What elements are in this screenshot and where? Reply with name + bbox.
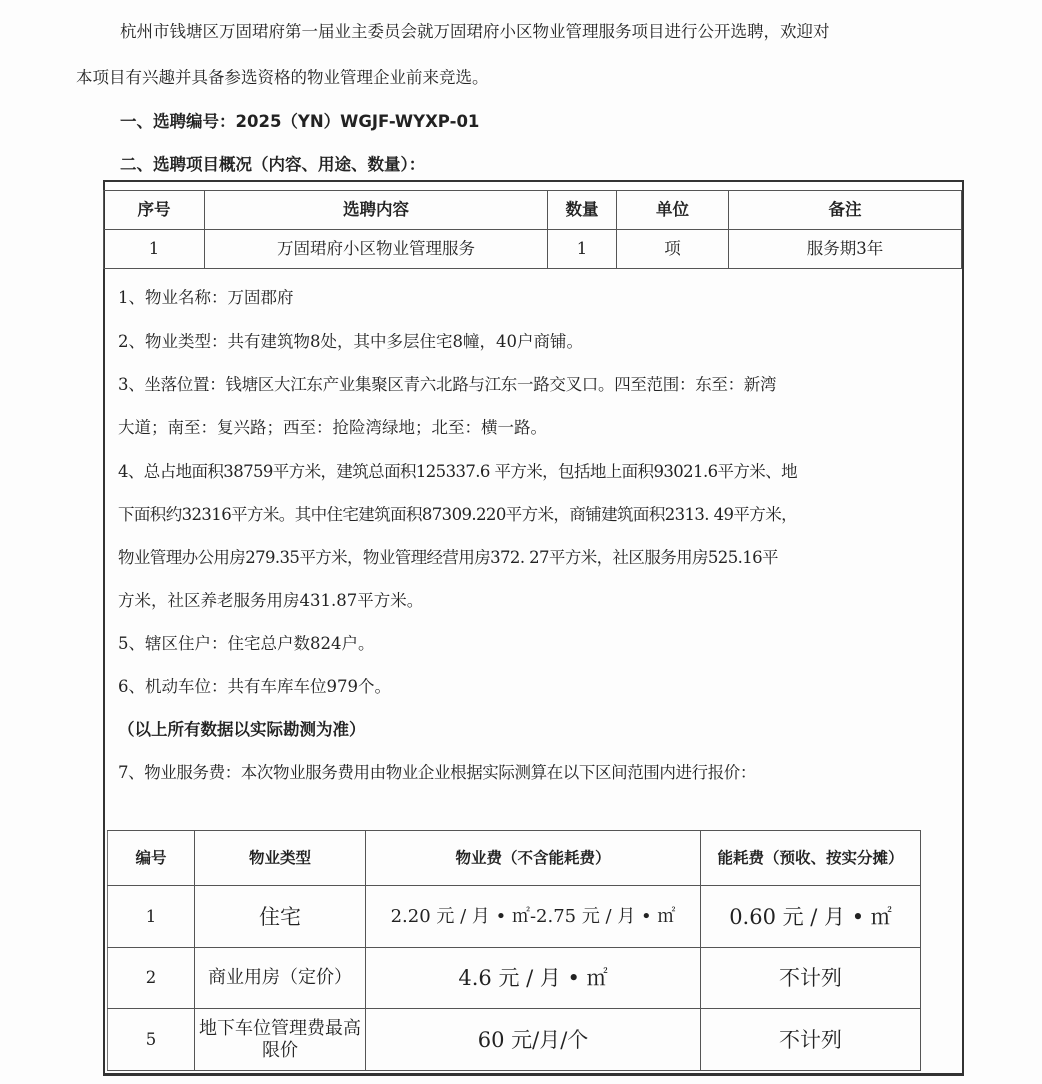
cell: 1 — [548, 230, 617, 269]
header-cell: 能耗费（预收、按实分摊） — [701, 831, 921, 886]
header-cell: 单位 — [617, 191, 729, 230]
cell: 不计列 — [701, 948, 921, 1009]
header-cell: 物业类型 — [195, 831, 366, 886]
fee-table — [107, 830, 921, 1071]
paragraph: 下面积约32316平方米。其中住宅建筑面积87309.220平方米，商铺建筑面积2313. 49平方米， — [118, 505, 797, 524]
cell: 1 — [104, 230, 205, 269]
cell: 60 元/月/个 — [366, 1009, 701, 1071]
paragraph: 2、物业类型：共有建筑物8处，其中多层住宅8幢，40户商铺。 — [118, 332, 583, 351]
paragraph: 1、物业名称：万固郡府 — [118, 288, 294, 307]
cell: 地下车位管理费最高限价 — [195, 1009, 366, 1071]
table-row — [108, 948, 921, 1009]
cell: 服务期3年 — [729, 230, 962, 269]
table-header-row — [108, 831, 921, 886]
paragraph: 4、总占地面积38759平方米，建筑总面积125337.6 平方米，包括地上面积93021.6平方米、地 — [118, 462, 797, 481]
cell: 5 — [108, 1009, 195, 1071]
cell: 2.20 元 / 月 • ㎡-2.75 元 / 月 • ㎡ — [366, 886, 701, 948]
header-cell: 备注 — [729, 191, 962, 230]
cell: 0.60 元 / 月 • ㎡ — [701, 886, 921, 948]
cell: 项 — [617, 230, 729, 269]
header-cell: 选聘内容 — [205, 191, 548, 230]
table-header-row — [104, 191, 962, 230]
paragraph: 5、辖区住户：住宅总户数824户。 — [118, 634, 375, 653]
data-disclaimer: （以上所有数据以实际勘测为准） — [118, 720, 366, 739]
table-row — [104, 230, 962, 269]
intro-line: 杭州市钱塘区万固珺府第一届业主委员会就万固珺府小区物业管理服务项目进行公开选聘，欢迎对 — [120, 22, 830, 41]
cell: 住宅 — [195, 886, 366, 948]
cell: 万固珺府小区物业管理服务 — [205, 230, 548, 269]
cell: 2 — [108, 948, 195, 1009]
header-cell: 数量 — [548, 191, 617, 230]
project-table — [103, 190, 962, 269]
paragraph: 大道；南至：复兴路；西至：抢险湾绿地；北至：横一路。 — [118, 418, 547, 437]
header-cell: 物业费（不含能耗费） — [366, 831, 701, 886]
cell: 商业用房（定价） — [195, 948, 366, 1009]
header-cell: 编号 — [108, 831, 195, 886]
paragraph: 3、坐落位置：钱塘区大江东产业集聚区青六北路与江东一路交叉口。四至范围：东至：新湾 — [118, 375, 777, 394]
table-row — [108, 1009, 921, 1071]
cell: 4.6 元 / 月 • ㎡ — [366, 948, 701, 1009]
heading-project-overview: 二、选聘项目概况（内容、用途、数量）： — [120, 155, 426, 174]
cell: 1 — [108, 886, 195, 948]
intro-line: 本项目有兴趣并具备参选资格的物业管理企业前来竞选。 — [76, 68, 489, 87]
cell: 不计列 — [701, 1009, 921, 1071]
table-row — [108, 886, 921, 948]
heading-selection-number: 一、选聘编号：2025（YN）WGJF-WYXP-01 — [120, 112, 480, 131]
paragraph: 6、机动车位：共有车库车位979个。 — [118, 677, 391, 696]
paragraph: 物业管理办公用房279.35平方米，物业管理经营用房372. 27平方米，社区服务用房525.16平 — [118, 548, 778, 567]
header-cell: 序号 — [104, 191, 205, 230]
paragraph: 7、物业服务费：本次物业服务费用由物业企业根据实际测算在以下区间范围内进行报价： — [118, 763, 756, 782]
paragraph: 方米，社区养老服务用房431.87平方米。 — [118, 591, 424, 610]
